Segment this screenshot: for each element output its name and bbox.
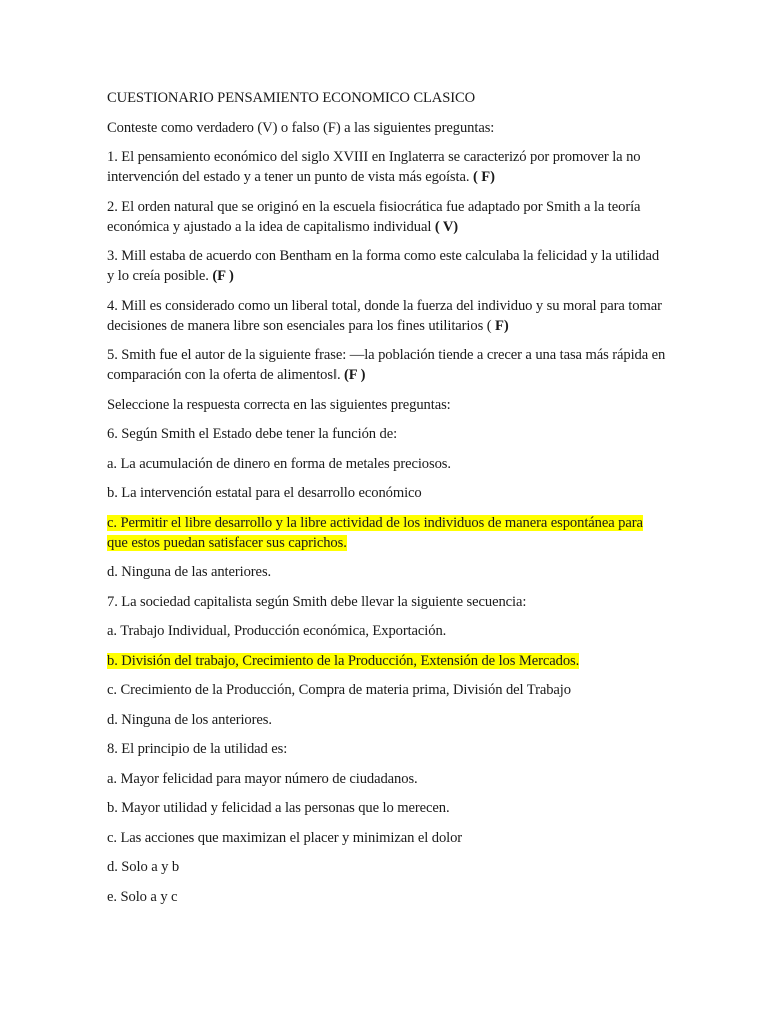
document-title: CUESTIONARIO PENSAMIENTO ECONOMICO CLASICO — [107, 90, 476, 106]
q6-option-b: b. La intervención estatal para el desarrollo económico — [107, 485, 422, 501]
mc-question-7: 7. La sociedad capitalista según Smith debe llevar la siguiente secuencia: — [107, 593, 527, 610]
q8-option-c: c. Las acciones que maximizan el placer y minimizan el dolor — [107, 829, 463, 846]
tf-question-text: 5. Smith fue el autor de la siguiente frase: ―la población tiende a crecer a una tasa más rápida en comparación con la oferta de alimentos‖. — [107, 347, 666, 383]
tf-question-text: 2. El orden natural que se originó en la escuela fisiocrática fue adaptado por Smith a la teoría económica y ajustado a la idea de capitalismo individual — [107, 198, 641, 235]
q7-option-d: d. Ninguna de los anteriores. — [107, 711, 272, 728]
tf-question-1 — [107, 147, 667, 187]
q6-option-d: d. Ninguna de las anteriores. — [107, 564, 272, 580]
tf-question-5 — [107, 345, 667, 385]
q7-option-b — [107, 651, 667, 671]
q8-option-d: d. Solo a y b — [107, 859, 180, 875]
tf-answer: (F ) — [212, 268, 234, 284]
mc-question-8: 8. El principio de la utilidad es: — [107, 741, 288, 757]
q7-option-a: a. Trabajo Individual, Producción económica, Exportación. — [107, 623, 447, 639]
q8-option-e: e. Solo a y c — [107, 888, 178, 905]
tf-answer: (F ) — [344, 367, 366, 383]
tf-answer: ( F) — [472, 169, 495, 185]
tf-question-3 — [107, 246, 667, 286]
tf-question-2 — [107, 197, 667, 237]
document-body — [107, 88, 667, 916]
q7-option-c: c. Crecimiento de la Producción, Compra de materia prima, División del Trabajo — [107, 682, 571, 698]
instruction-multiple-choice: Seleccione la respuesta correcta en las siguientes preguntas: — [107, 396, 451, 413]
tf-answer: ( V) — [434, 218, 459, 235]
highlighted-answer: c. Permitir el libre desarrollo y la libre actividad de los individuos de manera espontánea para que estos puedan satisfacer sus caprichos. — [107, 514, 643, 551]
q8-option-a: a. Mayor felicidad para mayor número de ciudadanos. — [107, 770, 418, 787]
q6-option-c — [107, 513, 667, 553]
instruction-true-false: Conteste como verdadero (V) o falso (F) a las siguientes preguntas: — [107, 119, 495, 136]
q8-option-b: b. Mayor utilidad y felicidad a las personas que lo merecen. — [107, 800, 450, 816]
q6-option-a: a. La acumulación de dinero en forma de metales preciosos. — [107, 455, 451, 472]
tf-question-text: 4. Mill es considerado como un liberal total, donde la fuerza del individuo y su moral para tomar decisiones de manera libre son esenciales para los fines utilitarios ( — [107, 297, 662, 334]
highlighted-answer: b. División del trabajo, Crecimiento de la Producción, Extensión de los Mercados. — [107, 652, 580, 669]
tf-question-text: 3. Mill estaba de acuerdo con Bentham en la forma como este calculaba la felicidad y la utilidad y lo creía posible. — [107, 248, 660, 284]
tf-question-4 — [107, 296, 667, 336]
tf-question-text: 1. El pensamiento económico del siglo XVIII en Inglaterra se caracterizó por promover la no intervención del estado y a tener un punto de vista más egoísta. — [107, 149, 641, 185]
mc-question-6: 6. Según Smith el Estado debe tener la función de: — [107, 426, 398, 442]
tf-answer: F) — [495, 317, 509, 334]
